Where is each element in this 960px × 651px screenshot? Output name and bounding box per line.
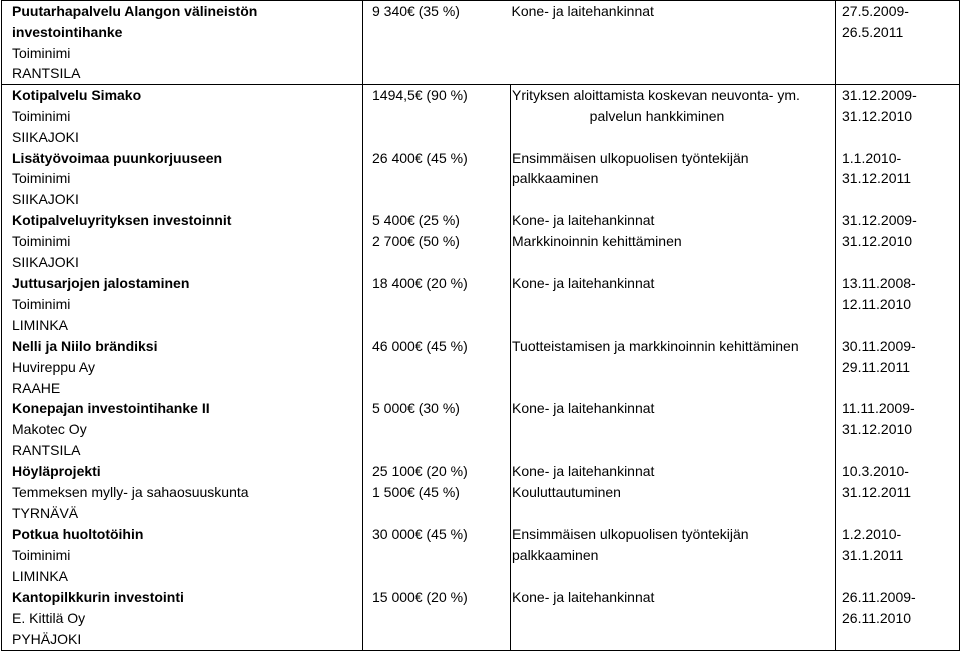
amount-value: 18 400€ (20 %) xyxy=(372,275,468,292)
table-row xyxy=(2,273,960,336)
company-name: Makotec Oy xyxy=(12,421,87,438)
project-cell xyxy=(2,148,363,210)
purpose-value: Kone- ja laitehankinnat xyxy=(512,275,655,292)
project-location: RAAHE xyxy=(12,379,61,396)
purpose-value: Kone- ja laitehankinnat xyxy=(512,463,655,480)
purpose-value: palvelun hankkiminen xyxy=(589,107,725,124)
period-end: 31.12.2011 xyxy=(842,484,912,501)
amount-value: 5 400€ (25 %) xyxy=(372,212,460,229)
project-name: Kotipalvelu Simako xyxy=(12,87,142,104)
period-end: 26.5.2011 xyxy=(842,23,904,40)
period-end: 31.12.2011 xyxy=(842,170,912,187)
company-name: Toiminimi xyxy=(12,295,71,312)
project-name: Juttusarjojen jalostaminen xyxy=(12,275,190,292)
project-name: Konepajan investointihanke II xyxy=(12,400,210,417)
purpose-cell xyxy=(511,148,836,210)
period-cell xyxy=(836,398,960,461)
table-row xyxy=(2,148,960,210)
project-location: SIIKAJOKI xyxy=(12,253,79,270)
table-row xyxy=(2,398,960,461)
project-cell xyxy=(2,587,363,650)
amount-cell xyxy=(363,148,511,210)
purpose-value: Kone- ja laitehankinnat xyxy=(512,212,655,229)
company-name: Toiminimi xyxy=(12,232,71,249)
period-end: 31.12.2010 xyxy=(842,421,913,438)
project-location: SIIKAJOKI xyxy=(12,128,79,145)
project-cell xyxy=(2,85,363,148)
period-cell xyxy=(836,148,960,210)
table-row xyxy=(2,85,960,148)
project-cell xyxy=(2,398,363,461)
amount-value: 15 000€ (20 %) xyxy=(372,589,468,606)
company-name: Temmeksen mylly- ja sahaosuuskunta xyxy=(12,484,249,501)
period-start: 26.11.2009- xyxy=(842,589,916,606)
amount-value: 9 340€ (35 %) xyxy=(372,3,460,19)
amount-value: 25 100€ (20 %) xyxy=(372,463,468,480)
project-location: RANTSILA xyxy=(12,442,81,459)
company-name: Toiminimi xyxy=(12,44,71,61)
period-end: 29.11.2011 xyxy=(842,358,910,375)
amount-cell xyxy=(363,587,511,650)
period-start: 31.12.2009- xyxy=(842,212,917,229)
table-row xyxy=(2,336,960,398)
company-name: Toiminimi xyxy=(12,547,71,564)
period-start: 11.11.2009- xyxy=(842,400,915,417)
purpose-value: Kone- ja laitehankinnat xyxy=(512,589,655,606)
period-cell xyxy=(836,461,960,524)
table-row xyxy=(2,524,960,587)
amount-value: 1494,5€ (90 %) xyxy=(372,87,468,104)
amount-value: 1 500€ (45 %) xyxy=(372,484,460,501)
project-name: Höyläprojekti xyxy=(12,463,101,480)
table-row xyxy=(2,587,960,650)
amount-cell xyxy=(363,336,511,398)
project-cell xyxy=(2,524,363,587)
amount-value: 2 700€ (50 %) xyxy=(372,232,460,249)
period-start: 1.1.2010- xyxy=(842,149,902,166)
amount-cell xyxy=(363,398,511,461)
period-cell xyxy=(836,210,960,273)
purpose-value: palkkaaminen xyxy=(512,170,599,187)
amount-cell xyxy=(363,1,511,85)
amount-cell xyxy=(363,461,511,524)
project-name: Nelli ja Niilo brändiksi xyxy=(12,338,158,355)
purpose-value: palkkaaminen xyxy=(512,547,599,564)
purpose-value: Kouluttautuminen xyxy=(512,484,621,501)
period-start: 31.12.2009- xyxy=(842,87,917,104)
amount-value: 30 000€ (45 %) xyxy=(372,526,468,543)
purpose-value: Ensimmäisen ulkopuolisen työntekijän xyxy=(512,149,749,166)
project-location: TYRNÄVÄ xyxy=(12,505,79,522)
period-cell xyxy=(836,587,960,650)
project-name: Potkua huoltotöihin xyxy=(12,526,144,543)
period-cell xyxy=(836,85,960,148)
table-row-top xyxy=(2,1,960,85)
purpose-value: Yrityksen aloittamista koskevan neuvonta- ym. xyxy=(512,87,800,104)
purpose-cell xyxy=(511,1,836,85)
project-location: LIMINKA xyxy=(12,568,69,585)
project-name: Lisätyövoimaa puunkorjuuseen xyxy=(12,149,223,166)
period-start: 30.11.2009- xyxy=(842,338,916,355)
amount-cell xyxy=(363,85,511,148)
project-cell xyxy=(2,273,363,336)
purpose-cell xyxy=(511,210,836,273)
project-cell xyxy=(2,461,363,524)
amount-cell xyxy=(363,524,511,587)
amount-cell xyxy=(363,210,511,273)
purpose-cell xyxy=(511,273,836,336)
purpose-cell xyxy=(511,398,836,461)
table-row xyxy=(2,461,960,524)
amount-cell xyxy=(363,273,511,336)
period-start: 27.5.2009- xyxy=(842,3,909,19)
project-location: RANTSILA xyxy=(12,65,81,82)
period-cell xyxy=(836,1,960,85)
amount-value: 26 400€ (45 %) xyxy=(372,149,468,166)
purpose-cell xyxy=(511,336,836,398)
period-end: 31.1.2011 xyxy=(842,547,904,564)
project-location: PYHÄJOKI xyxy=(12,631,82,648)
period-cell xyxy=(836,273,960,336)
company-name: Toiminimi xyxy=(12,170,71,187)
amount-value: 5 000€ (30 %) xyxy=(372,400,460,417)
projects-table xyxy=(1,0,960,651)
period-end: 31.12.2010 xyxy=(842,107,913,124)
purpose-value: Markkinoinnin kehittäminen xyxy=(512,232,682,249)
period-start: 13.11.2008- xyxy=(842,275,916,292)
project-location: SIIKAJOKI xyxy=(12,191,79,208)
project-location: LIMINKA xyxy=(12,316,69,333)
purpose-cell xyxy=(511,461,836,524)
projects-table-body xyxy=(2,1,960,651)
period-end: 31.12.2010 xyxy=(842,232,913,249)
purpose-cell xyxy=(511,85,836,148)
project-name: Puutarhapalvelu Alangon välineistön investointihanke xyxy=(12,3,258,40)
amount-value: 46 000€ (45 %) xyxy=(372,338,468,355)
purpose-cell xyxy=(511,524,836,587)
project-name: Kotipalveluyrityksen investoinnit xyxy=(12,212,232,229)
project-name: Kantopilkkurin investointi xyxy=(12,589,184,606)
project-cell xyxy=(2,336,363,398)
period-end: 26.11.2010 xyxy=(842,610,912,627)
period-start: 1.2.2010- xyxy=(842,526,902,543)
period-cell xyxy=(836,524,960,587)
purpose-value: Tuotteistamisen ja markkinoinnin kehittäminen xyxy=(512,338,799,355)
period-end: 12.11.2010 xyxy=(842,295,912,312)
period-start: 10.3.2010- xyxy=(842,463,909,480)
project-cell xyxy=(2,210,363,273)
purpose-value: Kone- ja laitehankinnat xyxy=(511,3,654,19)
period-cell xyxy=(836,336,960,398)
purpose-value: Kone- ja laitehankinnat xyxy=(512,400,655,417)
company-name: E. Kittilä Oy xyxy=(12,610,86,627)
project-cell xyxy=(2,1,363,85)
company-name: Toiminimi xyxy=(12,107,71,124)
purpose-cell xyxy=(511,587,836,650)
company-name: Huvireppu Ay xyxy=(12,358,96,375)
table-row xyxy=(2,210,960,273)
purpose-value: Ensimmäisen ulkopuolisen työntekijän xyxy=(512,526,749,543)
